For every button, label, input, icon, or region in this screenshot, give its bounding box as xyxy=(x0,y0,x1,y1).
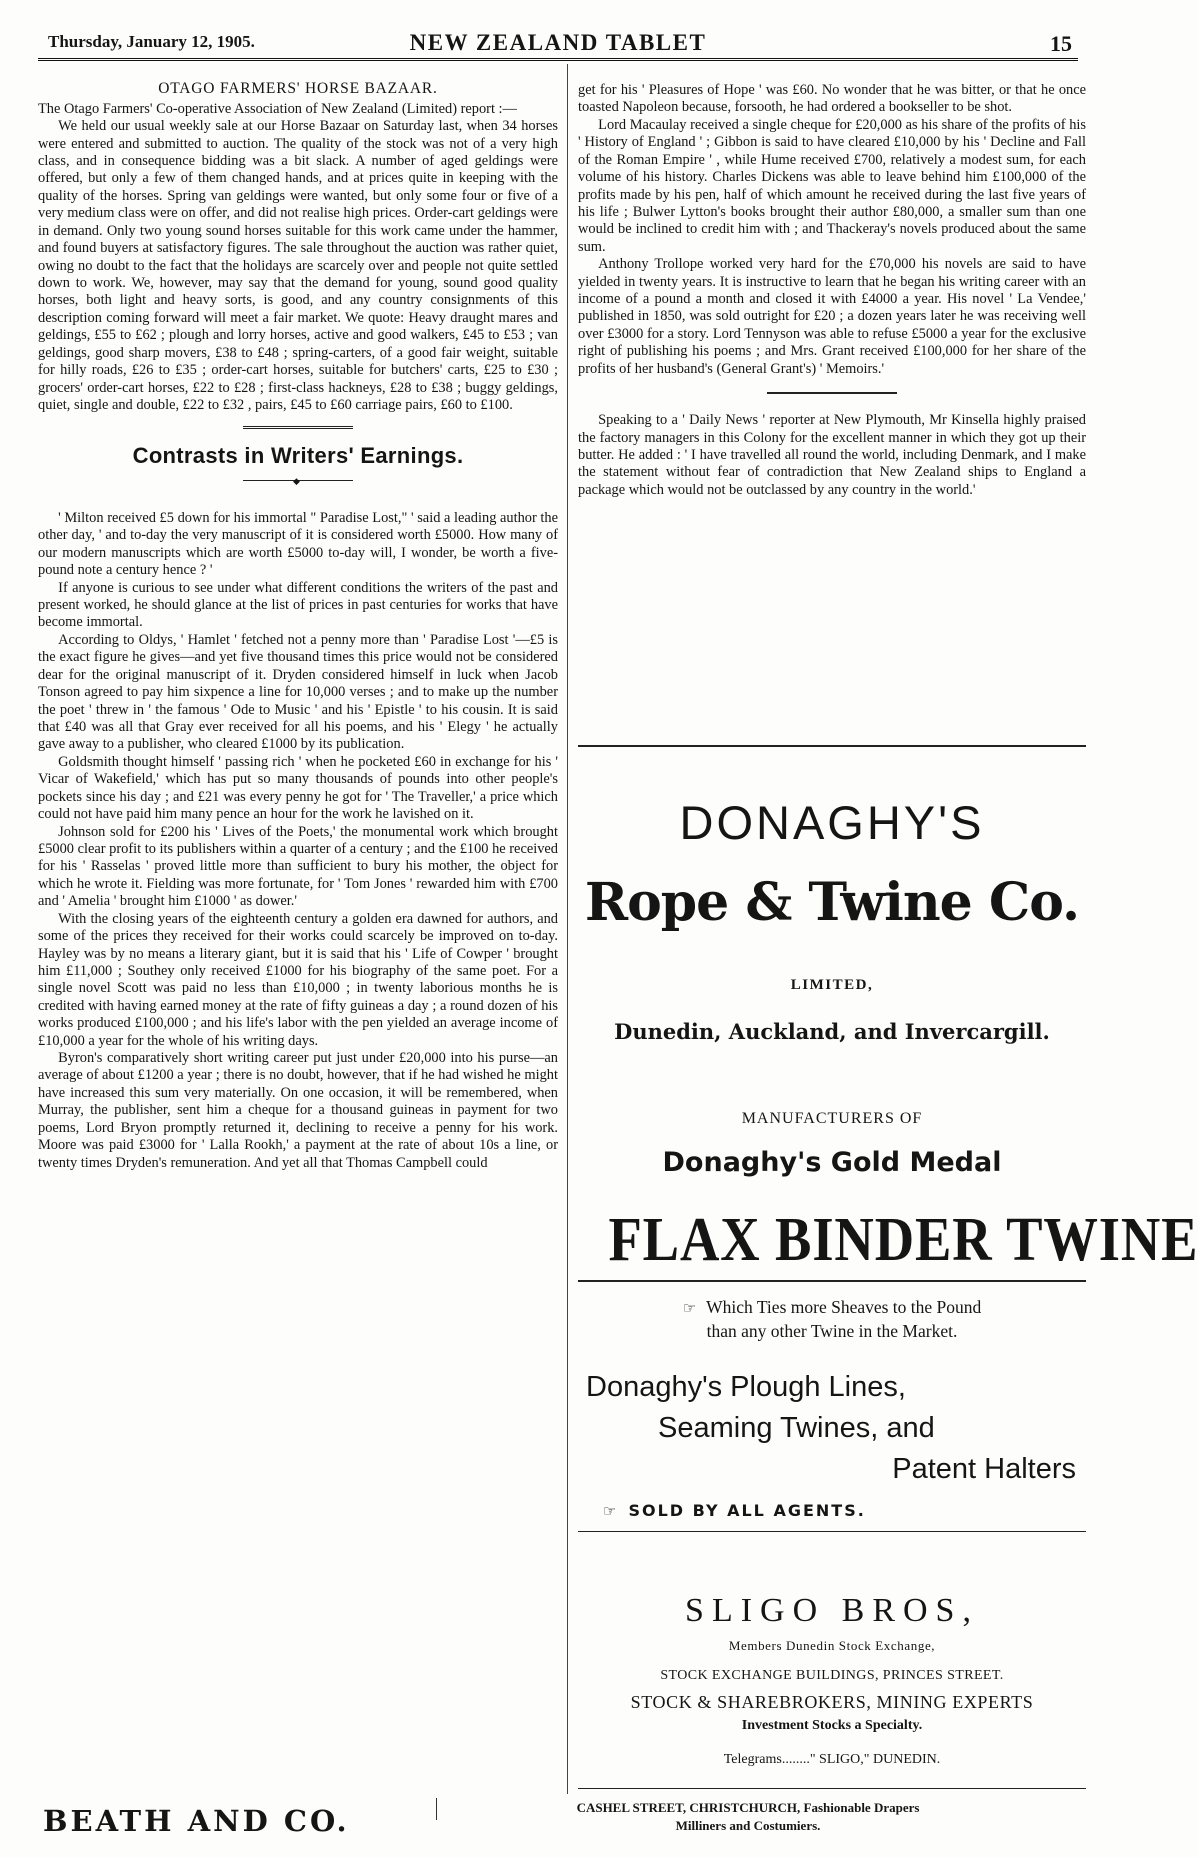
pointing-hand-icon: ☞ xyxy=(682,1301,697,1317)
ad-product-name: FLAX BINDER TWINE xyxy=(608,1206,1198,1274)
ad-other-products xyxy=(578,1367,1086,1490)
ad-brand-name: DONAGHY'S xyxy=(679,796,985,849)
section-divider xyxy=(767,392,897,394)
ad-manufacturers-of: MANUFACTURERS OF xyxy=(741,1110,923,1127)
column-divider xyxy=(567,64,568,1794)
sligo-address: STOCK EXCHANGE BUILDINGS, PRINCES STREET. xyxy=(660,1668,1004,1683)
right-column xyxy=(578,82,1086,499)
writers-paragraph: Lord Macaulay received a single cheque for £20,000 as his share of the profits of his ' History of England ' ; Gibbon is said to have cleared £10,000 by his ' Decline and Fall of the Roman Empire ' , while Hume received £700, relatively a modest sum, for each volume of his history. Charles Dickens was able to leave behind him £100,000 of the profits made by his pen, half of which amount he received during the last five years of his life ; Bulwer Lytton's books brought their author £80,000, a smaller sum than one would be inclined to credit him with ; and Thackeray's novels produced about the same sum. xyxy=(578,116,1086,255)
ad-divider xyxy=(578,1531,1086,1532)
writers-paragraph: According to Oldys, ' Hamlet ' fetched not a penny more than ' Paradise Lost '—£5 is the exact figure he gives—and yet five thousand times this price would not be considered dear for the original manuscript of it. Dryden considered himself in luck when Jacob Tonson agreed to pay him sixpence a line for 10,000 verses ; and to make up the number the poet ' threw in ' the famous ' Ode to Music ' and his ' Epistle ' to his cousin. It is said that £40 was all that Gray ever received for all his poems, and his ' Elegy ' he actually gave away to a publisher, who cleared £1000 by its publication. xyxy=(38,631,558,753)
sligo-name: SLIGO BROS, xyxy=(685,1592,979,1629)
ad-tagline: than any other Twine in the Market. xyxy=(706,1321,958,1341)
horse-bazaar-report: We held our usual weekly sale at our Horse Bazaar on Saturday last, when 34 horses were entered and submitted to auction. The quality of the stock was not of a very high class, and in consequence bidding was a bit slack. A number of aged geldings were offered, but only a few of them changed hands, and at prices quite in keeping with the quality of the horses. Spring van geldings were wanted, but only some four or five of a very medium class were on offer, and did not realise high prices. Order-cart geldings were in demand. Only two young sound horses suitable for this work came under the hammer, and found buyers at satisfactory figures. The sale throughout the auction was rather quiet, owing no doubt to the fact that the holidays are scarcely over and people not quite settled down to work. We, however, may say that the demand for young, sound good quality horses, both light and heavy sorts, is good, and any country consignments of this description coming forward will meet a fair market. We quote: Heavy draught mares and geldings, £55 to £62 ; plough and lorry horses, active and good walkers, £45 to £53 ; van geldings, good sharp movers, £38 to £48 ; spring-carters, of a good fair weight, suitable for hilly roads, £26 to £35 ; order-cart horses, suitable for butchers' carts, £25 to £30 ; grocers' order-cart horses, £22 to £28 ; first-class hackneys, £28 to £38 ; buggy geldings, quiet, single and double, £22 to £32 , pairs, £45 to £60 carriage pairs, £60 to £100. xyxy=(38,118,558,413)
left-column xyxy=(38,80,558,1172)
page-number: 15 xyxy=(1050,31,1072,56)
beath-and-co: BEATH AND CO. xyxy=(43,1804,350,1838)
cashel-street-ad xyxy=(488,1799,1008,1835)
diamond-ornament-icon: ◆ xyxy=(293,475,300,486)
writers-paragraph: Byron's comparatively short writing career put just under £20,000 into his purse—an average of about £1200 a year ; there is no doubt, however, that if he had wished he might have increased this sum very materially. On one occasion, it will be remembered, when Murray, the publisher, sent him a cheque for a thousand guineas in payment for two poems, Lord Bryon promptly returned it, declining to receive a penny for his work. Moore was paid £3000 for ' Lalla Rookh,' a payment at the rate of about 10s a line, or twenty times Dryden's remuneration. And yet all that Thomas Campbell could xyxy=(38,1050,558,1171)
horse-bazaar-heading: OTAGO FARMERS' HORSE BAZAAR. xyxy=(158,80,438,97)
pointing-hand-icon: ☞ xyxy=(603,1502,619,1520)
donaghys-advertisement xyxy=(578,745,1198,1607)
writers-paragraph: get for his ' Pleasures of Hope ' was £60. No wonder that he was bitter, or that he once toasted Napoleon because, forsooth, he had ordered a bookseller to be shot. xyxy=(578,82,1086,116)
newspaper-title: NEW ZEALAND TABLET xyxy=(409,30,707,55)
writers-paragraph: Goldsmith thought himself ' passing rich ' when he pocketed £60 in exchange for his ' Vicar of Wakefield,' which has put so many thousands of pounds into other people's pockets since his day ; and £21 was every penny he got for ' The Traveller,' a price which could not have paid him many pence an hour for the work he lavished on it. xyxy=(38,753,558,823)
butter-paragraph: Speaking to a ' Daily News ' reporter at New Plymouth, Mr Kinsella highly praised the factory managers in this Colony for the excellent manner in which they got up their butter. He added : ' I have travelled all round the world, including Denmark, and I make the statement without fear of contradiction that New Zealand ships to England a package which would not be outclassed by any country in the world.' xyxy=(578,412,1086,498)
sligo-members: Members Dunedin Stock Exchange, xyxy=(728,1638,936,1653)
sligo-investment: Investment Stocks a Specialty. xyxy=(741,1718,923,1733)
sligo-bros-advertisement xyxy=(578,1592,1086,1777)
ad-cities: Dunedin, Auckland, and Invercargill. xyxy=(614,1019,1050,1044)
cashel-line: CASHEL STREET, CHRISTCHURCH, Fashionable Drapers xyxy=(576,1800,920,1815)
ad-seaming-twines: Seaming Twines, and xyxy=(658,1412,935,1444)
masthead xyxy=(38,30,1078,61)
ad-gold-medal: Donaghy's Gold Medal xyxy=(662,1147,1002,1178)
ad-limited: LIMITED, xyxy=(790,977,874,993)
issue-date: Thursday, January 12, 1905. xyxy=(48,32,255,51)
footer-advertisement xyxy=(38,1790,1088,1850)
footer-tick xyxy=(436,1798,437,1820)
section-divider xyxy=(243,426,353,429)
sligo-business: STOCK & SHAREBROKERS, MINING EXPERTS xyxy=(630,1692,1034,1712)
ad-plough-lines: Donaghy's Plough Lines, xyxy=(586,1371,906,1403)
cashel-line: Milliners and Costumiers. xyxy=(675,1818,821,1833)
writers-paragraph: ' Milton received £5 down for his immortal " Paradise Lost," ' said a leading author the other day, ' and to-day the very manuscript of it is considered worth £5000. How many of our modern manuscripts which are worth £5000 to-day will, I wonder, be worth a five-pound note a century hence ? ' xyxy=(38,509,558,579)
ornament-divider xyxy=(243,476,353,486)
horse-bazaar-intro: The Otago Farmers' Co-operative Association of New Zealand (Limited) report :— xyxy=(38,100,517,117)
writers-paragraph: Johnson sold for £200 his ' Lives of the Poets,' the monumental work which brought £5000 clear profit to its publishers within a quarter of a century ; and the £100 he received for his ' Rasselas ' proved little more than sufficient to bury his mother, the object for which he wrote it. Fielding was more fortunate, for ' Tom Jones ' rewarded him with £700 and ' Amelia ' brought him £1000 ' as dower.' xyxy=(38,823,558,910)
writers-paragraph: With the closing years of the eighteenth century a golden era dawned for authors, and some of the prices they received for their works could scarcely be improved on to-day. Hayley was by no means a literary giant, but it is said that his ' Life of Cowper ' brought him £11,000 ; Southey only received £1000 for his biography of the same poet. For a single novel Scott was paid no less than £10,000 ; in twenty laborious months he is credited with having earned money at the rate of fifty guineas a day ; a round dozen of his works produced £100,000 ; and his life's labor with the pen yielded an average income of £10,000 a year for the whole of his writing days. xyxy=(38,910,558,1049)
ad-divider xyxy=(578,1280,1086,1282)
ad-tagline: ☞ Which Ties more Sheaves to the Pound xyxy=(682,1297,982,1317)
writers-earnings-heading: Contrasts in Writers' Earnings. xyxy=(132,443,464,469)
writers-paragraph: If anyone is curious to see under what different conditions the writers of the past and present worked, he should glance at the list of prices in past centuries for works that have become immortal. xyxy=(38,579,558,631)
footer-divider xyxy=(578,1788,1086,1789)
ad-patent-halters: Patent Halters xyxy=(892,1453,1076,1485)
sligo-telegrams: Telegrams........" SLIGO," DUNEDIN. xyxy=(723,1752,941,1767)
ad-company-name: Rope & Twine Co. xyxy=(584,872,1080,933)
ad-sold-by: ☞ SOLD BY ALL AGENTS. xyxy=(603,1501,866,1520)
writers-paragraph: Anthony Trollope worked very hard for the £70,000 his novels are said to have yielded in twenty years. It is instructive to learn that he began his writing career with an income of a pound a month and closed it with £4000 a year. His novel ' La Vendee,' published in 1850, was sold outright for £20 ; a dozen years later he was receiving well over £3000 for a story. Lord Tennyson was able to refuse £5000 a year for the exclusive right of publishing his poems ; and Mrs. Grant received £100,000 for her share of the profits of her husband's (General Grant's) ' Memoirs.' xyxy=(578,256,1086,377)
